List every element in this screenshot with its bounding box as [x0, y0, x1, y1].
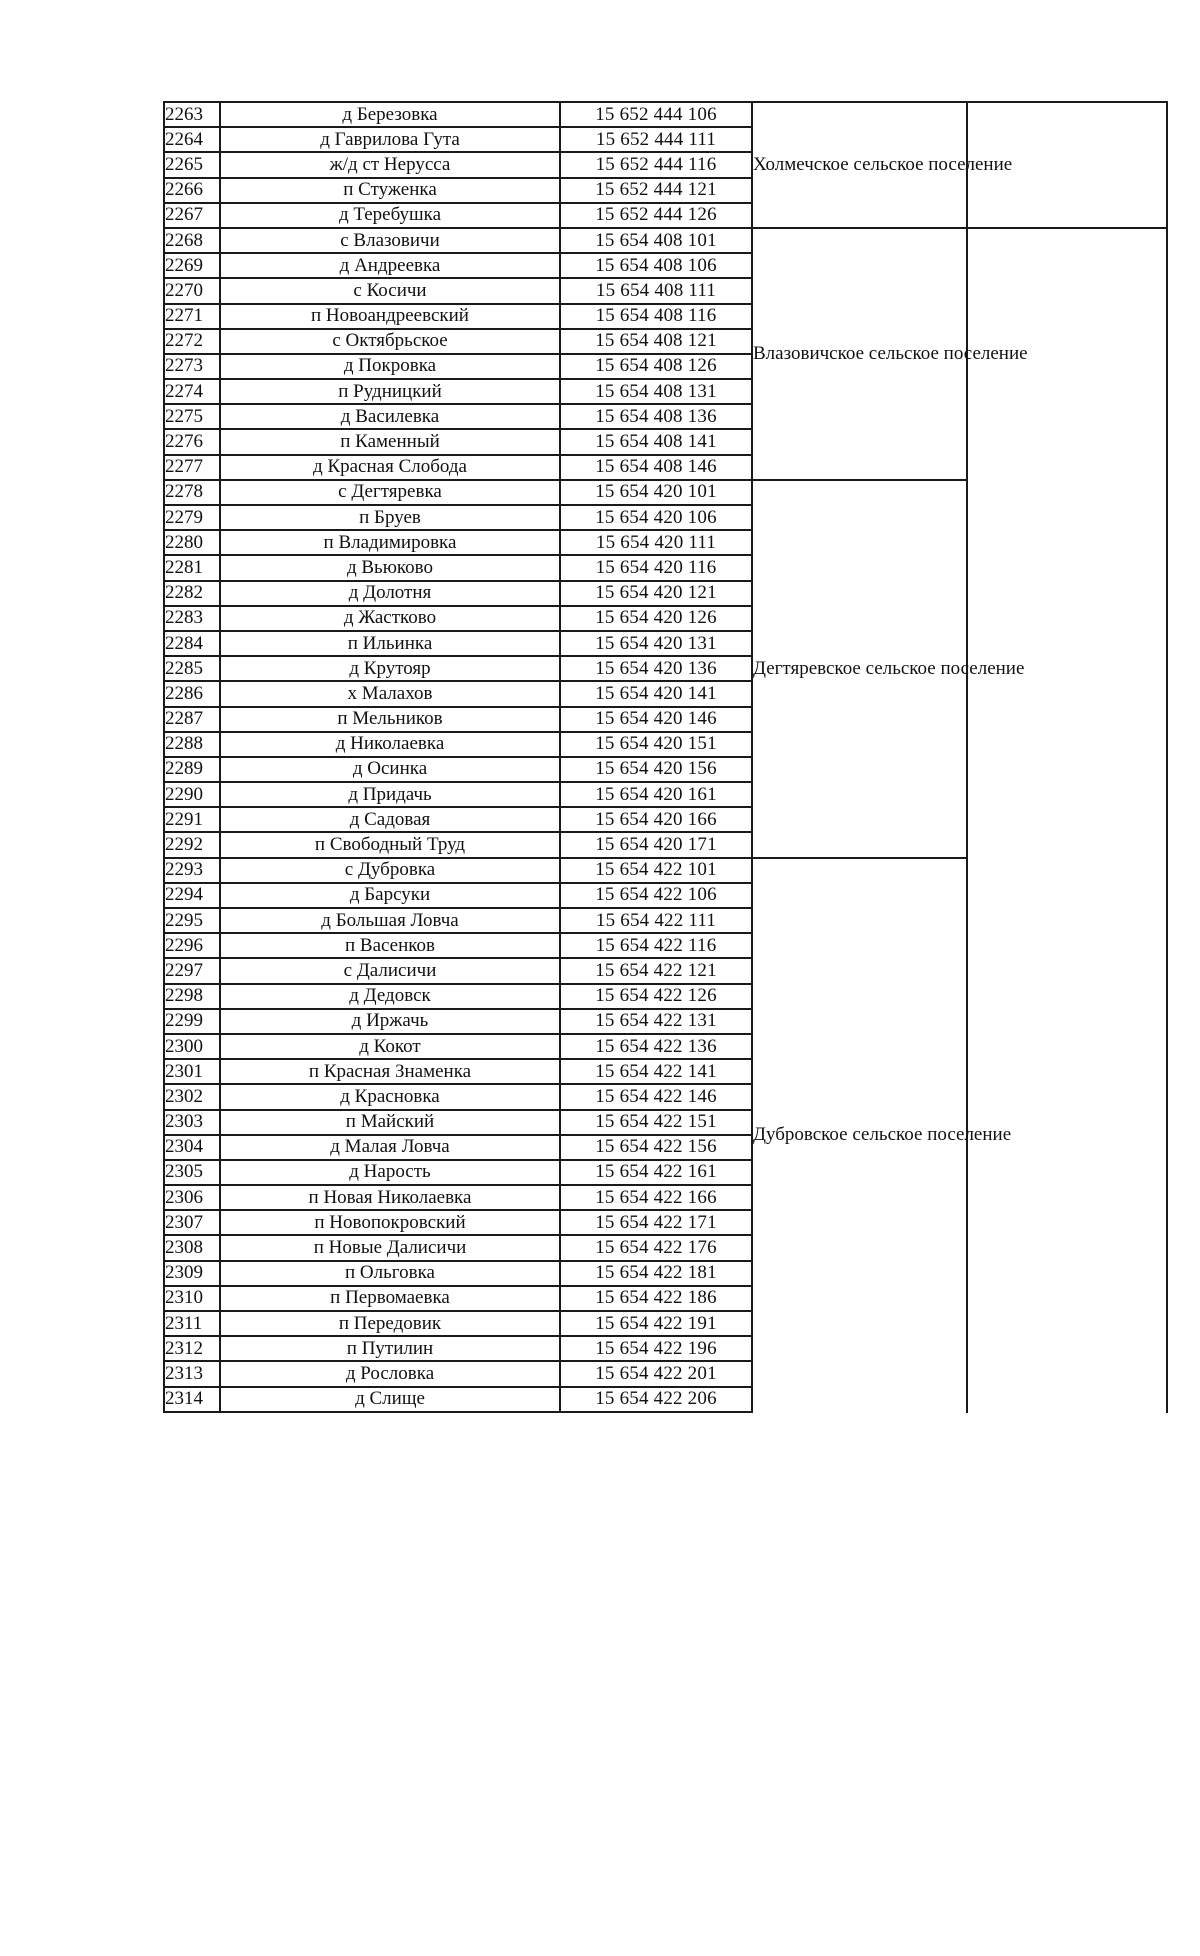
row-number-cell: 2310	[164, 1286, 220, 1311]
row-number-cell: 2277	[164, 455, 220, 480]
oktmo-code-cell: 15 654 408 136	[560, 404, 752, 429]
locality-name-cell: д Теребушка	[220, 203, 560, 228]
oktmo-code-cell: 15 652 444 106	[560, 102, 752, 127]
oktmo-code-cell: 15 654 422 206	[560, 1387, 752, 1412]
oktmo-code-cell: 15 654 420 156	[560, 757, 752, 782]
row-number-cell: 2268	[164, 228, 220, 253]
locality-name-cell: п Свободный Труд	[220, 832, 560, 857]
locality-name-cell: д Слище	[220, 1387, 560, 1412]
oktmo-code-cell: 15 654 420 151	[560, 732, 752, 757]
locality-name-cell: п Новопокровский	[220, 1210, 560, 1235]
oktmo-code-cell: 15 654 422 186	[560, 1286, 752, 1311]
locality-name-cell: п Васенков	[220, 933, 560, 958]
locality-name-cell: п Передовик	[220, 1311, 560, 1336]
locality-name-cell: д Осинка	[220, 757, 560, 782]
row-number-cell: 2287	[164, 707, 220, 732]
oktmo-code-cell: 15 654 408 116	[560, 304, 752, 329]
locality-name-cell: п Стуженка	[220, 178, 560, 203]
locality-name-cell: п Рудницкий	[220, 379, 560, 404]
locality-name-cell: п Каменный	[220, 429, 560, 454]
locality-name-cell: с Влазовичи	[220, 228, 560, 253]
row-number-cell: 2302	[164, 1084, 220, 1109]
table-row	[164, 858, 1167, 883]
locality-name-cell: д Барсуки	[220, 883, 560, 908]
row-number-cell: 2300	[164, 1034, 220, 1059]
row-number-cell: 2311	[164, 1311, 220, 1336]
locality-name-cell: п Мельников	[220, 707, 560, 732]
oktmo-code-cell: 15 652 444 121	[560, 178, 752, 203]
oktmo-code-cell: 15 654 422 196	[560, 1336, 752, 1361]
oktmo-code-cell: 15 652 444 116	[560, 152, 752, 177]
oktmo-code-cell: 15 654 408 121	[560, 329, 752, 354]
row-number-cell: 2267	[164, 203, 220, 228]
locality-name-cell: с Косичи	[220, 278, 560, 303]
row-number-cell: 2297	[164, 958, 220, 983]
settlement-name-cell: Влазовичское сельское поселение	[752, 228, 967, 480]
locality-name-cell: д Садовая	[220, 807, 560, 832]
locality-name-cell: с Дубровка	[220, 858, 560, 883]
row-number-cell: 2309	[164, 1261, 220, 1286]
oktmo-code-cell: 15 654 420 171	[560, 832, 752, 857]
oktmo-code-cell: 15 652 444 111	[560, 127, 752, 152]
oktmo-code-cell: 15 654 420 121	[560, 581, 752, 606]
locality-name-cell: д Придачь	[220, 782, 560, 807]
oktmo-code-cell: 15 654 422 146	[560, 1084, 752, 1109]
row-number-cell: 2270	[164, 278, 220, 303]
locality-name-cell: д Николаевка	[220, 732, 560, 757]
row-number-cell: 2303	[164, 1110, 220, 1135]
oktmo-code-cell: 15 654 422 191	[560, 1311, 752, 1336]
row-number-cell: 2314	[164, 1387, 220, 1412]
locality-name-cell: д Долотня	[220, 581, 560, 606]
row-number-cell: 2298	[164, 984, 220, 1009]
locality-name-cell: д Дедовск	[220, 984, 560, 1009]
locality-name-cell: ж/д ст Нерусса	[220, 152, 560, 177]
locality-name-cell: п Первомаевка	[220, 1286, 560, 1311]
row-number-cell: 2307	[164, 1210, 220, 1235]
locality-name-cell: п Владимировка	[220, 530, 560, 555]
locality-name-cell: д Кокот	[220, 1034, 560, 1059]
oktmo-code-cell: 15 654 422 156	[560, 1135, 752, 1160]
oktmo-code-cell: 15 654 408 146	[560, 455, 752, 480]
locality-name-cell: д Гаврилова Гута	[220, 127, 560, 152]
row-number-cell: 2285	[164, 656, 220, 681]
oktmo-code-cell: 15 654 420 146	[560, 707, 752, 732]
oktmo-code-cell: 15 654 420 126	[560, 606, 752, 631]
row-number-cell: 2273	[164, 354, 220, 379]
oktmo-code-cell: 15 654 420 116	[560, 555, 752, 580]
oktmo-code-cell: 15 654 422 141	[560, 1059, 752, 1084]
row-number-cell: 2304	[164, 1135, 220, 1160]
oktmo-code-cell: 15 654 422 181	[560, 1261, 752, 1286]
row-number-cell: 2271	[164, 304, 220, 329]
row-number-cell: 2286	[164, 681, 220, 706]
oktmo-code-cell: 15 654 420 106	[560, 505, 752, 530]
row-number-cell: 2293	[164, 858, 220, 883]
row-number-cell: 2306	[164, 1185, 220, 1210]
locality-name-cell: д Андреевка	[220, 253, 560, 278]
row-number-cell: 2274	[164, 379, 220, 404]
oktmo-code-cell: 15 654 408 131	[560, 379, 752, 404]
locality-name-cell: с Октябрьское	[220, 329, 560, 354]
oktmo-code-cell: 15 654 420 111	[560, 530, 752, 555]
locality-name-cell: д Красновка	[220, 1084, 560, 1109]
row-number-cell: 2283	[164, 606, 220, 631]
locality-name-cell: п Новоандреевский	[220, 304, 560, 329]
oktmo-code-cell: 15 654 408 141	[560, 429, 752, 454]
locality-name-cell: п Новые Далисичи	[220, 1235, 560, 1260]
locality-name-cell: д Большая Ловча	[220, 908, 560, 933]
row-number-cell: 2276	[164, 429, 220, 454]
row-number-cell: 2313	[164, 1361, 220, 1386]
row-number-cell: 2299	[164, 1009, 220, 1034]
locality-name-cell: с Дегтяревка	[220, 480, 560, 505]
table-row	[164, 102, 1167, 127]
row-number-cell: 2312	[164, 1336, 220, 1361]
locality-name-cell: п Бруев	[220, 505, 560, 530]
oktmo-code-cell: 15 654 422 161	[560, 1160, 752, 1185]
oktmo-code-cell: 15 654 420 131	[560, 631, 752, 656]
locality-name-cell: п Новая Николаевка	[220, 1185, 560, 1210]
locality-name-cell: п Майский	[220, 1110, 560, 1135]
oktmo-code-cell: 15 654 408 106	[560, 253, 752, 278]
row-number-cell: 2266	[164, 178, 220, 203]
row-number-cell: 2272	[164, 329, 220, 354]
table-row	[164, 228, 1167, 253]
locality-name-cell: п Ольговка	[220, 1261, 560, 1286]
settlement-name-cell: Дубровское сельское поселение	[752, 858, 967, 1412]
row-number-cell: 2269	[164, 253, 220, 278]
row-number-cell: 2265	[164, 152, 220, 177]
locality-name-cell: д Рословка	[220, 1361, 560, 1386]
oktmo-code-cell: 15 654 422 121	[560, 958, 752, 983]
settlement-register-table	[163, 101, 1168, 1413]
locality-name-cell: д Вьюково	[220, 555, 560, 580]
locality-name-cell: п Путилин	[220, 1336, 560, 1361]
oktmo-code-cell: 15 652 444 126	[560, 203, 752, 228]
row-number-cell: 2292	[164, 832, 220, 857]
settlement-name-cell: Холмечское сельское поселение	[752, 102, 967, 228]
oktmo-code-cell: 15 654 422 136	[560, 1034, 752, 1059]
oktmo-code-cell: 15 654 422 151	[560, 1110, 752, 1135]
oktmo-code-cell: 15 654 422 176	[560, 1235, 752, 1260]
row-number-cell: 2282	[164, 581, 220, 606]
row-number-cell: 2290	[164, 782, 220, 807]
oktmo-code-cell: 15 654 422 111	[560, 908, 752, 933]
row-number-cell: 2301	[164, 1059, 220, 1084]
settlement-name-cell: Дегтяревское сельское поселение	[752, 480, 967, 858]
row-number-cell: 2275	[164, 404, 220, 429]
oktmo-code-cell: 15 654 420 136	[560, 656, 752, 681]
row-number-cell: 2289	[164, 757, 220, 782]
row-number-cell: 2288	[164, 732, 220, 757]
oktmo-code-cell: 15 654 420 166	[560, 807, 752, 832]
row-number-cell: 2291	[164, 807, 220, 832]
locality-name-cell: д Жастково	[220, 606, 560, 631]
oktmo-code-cell: 15 654 422 101	[560, 858, 752, 883]
row-number-cell: 2305	[164, 1160, 220, 1185]
row-number-cell: 2295	[164, 908, 220, 933]
oktmo-code-cell: 15 654 422 126	[560, 984, 752, 1009]
locality-name-cell: д Иржачь	[220, 1009, 560, 1034]
locality-name-cell: д Покровка	[220, 354, 560, 379]
locality-name-cell: д Березовка	[220, 102, 560, 127]
oktmo-code-cell: 15 654 408 126	[560, 354, 752, 379]
row-number-cell: 2294	[164, 883, 220, 908]
locality-name-cell: д Красная Слобода	[220, 455, 560, 480]
oktmo-code-cell: 15 654 408 101	[560, 228, 752, 253]
row-number-cell: 2279	[164, 505, 220, 530]
table-row	[164, 480, 1167, 505]
oktmo-code-cell: 15 654 422 131	[560, 1009, 752, 1034]
row-number-cell: 2278	[164, 480, 220, 505]
row-number-cell: 2263	[164, 102, 220, 127]
oktmo-code-cell: 15 654 420 161	[560, 782, 752, 807]
locality-name-cell: д Крутояр	[220, 656, 560, 681]
oktmo-code-cell: 15 654 422 201	[560, 1361, 752, 1386]
oktmo-code-cell: 15 654 420 141	[560, 681, 752, 706]
locality-name-cell: д Василевка	[220, 404, 560, 429]
row-number-cell: 2281	[164, 555, 220, 580]
locality-name-cell: х Малахов	[220, 681, 560, 706]
row-number-cell: 2264	[164, 127, 220, 152]
oktmo-code-cell: 15 654 422 171	[560, 1210, 752, 1235]
locality-name-cell: п Ильинка	[220, 631, 560, 656]
oktmo-code-cell: 15 654 422 116	[560, 933, 752, 958]
locality-name-cell: д Нарость	[220, 1160, 560, 1185]
oktmo-code-cell: 15 654 422 106	[560, 883, 752, 908]
row-number-cell: 2308	[164, 1235, 220, 1260]
locality-name-cell: д Малая Ловча	[220, 1135, 560, 1160]
locality-name-cell: с Далисичи	[220, 958, 560, 983]
row-number-cell: 2296	[164, 933, 220, 958]
locality-name-cell: п Красная Знаменка	[220, 1059, 560, 1084]
row-number-cell: 2284	[164, 631, 220, 656]
oktmo-code-cell: 15 654 408 111	[560, 278, 752, 303]
register-table-body	[164, 102, 1167, 1412]
row-number-cell: 2280	[164, 530, 220, 555]
oktmo-code-cell: 15 654 420 101	[560, 480, 752, 505]
oktmo-code-cell: 15 654 422 166	[560, 1185, 752, 1210]
